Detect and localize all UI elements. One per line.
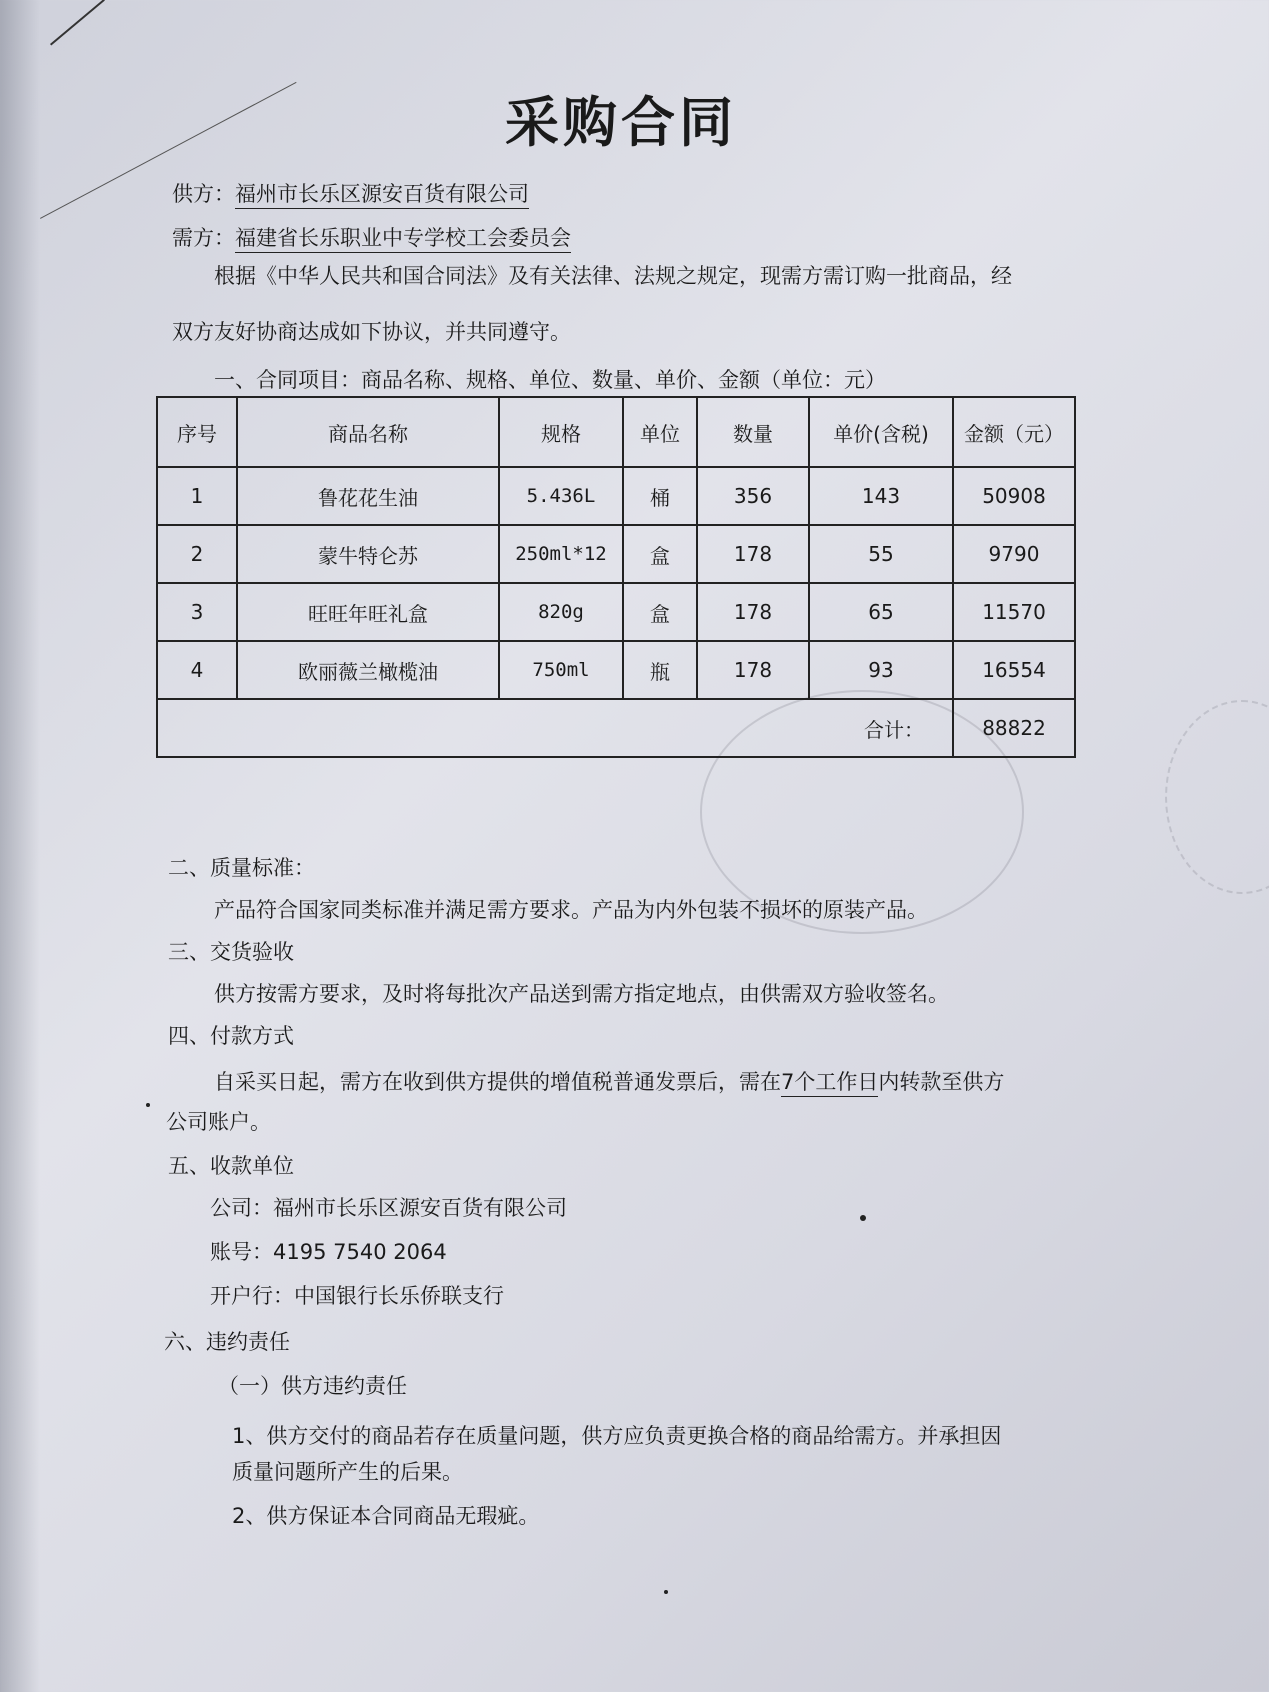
buyer-line xyxy=(172,222,571,252)
col-header-price: 单价(含税) xyxy=(809,397,953,467)
cell-spec: 750ml xyxy=(499,641,623,699)
cell-name: 鲁花花生油 xyxy=(237,467,499,525)
cell-amount: 16554 xyxy=(953,641,1075,699)
delivery-text: 供方按需方要求，及时将每批次产品送到需方指定地点，由供需双方验收签名。 xyxy=(214,982,949,1006)
breach-heading: 六、违约责任 xyxy=(164,1330,290,1354)
items-table xyxy=(156,396,1076,758)
cell-index: 3 xyxy=(157,583,237,641)
table-row xyxy=(157,641,1075,699)
cell-amount: 9790 xyxy=(953,525,1075,583)
table-row xyxy=(157,467,1075,525)
bleed-through-seal-edge xyxy=(1165,700,1269,894)
col-header-spec: 规格 xyxy=(499,397,623,467)
payment-line-2: 公司账户。 xyxy=(166,1110,271,1134)
total-label: 合计： xyxy=(157,699,953,757)
table-row xyxy=(157,525,1075,583)
payment-heading: 四、付款方式 xyxy=(168,1024,294,1048)
section1-heading: 一、合同项目：商品名称、规格、单位、数量、单价、金额（单位：元） xyxy=(214,368,886,392)
cell-index: 4 xyxy=(157,641,237,699)
cell-price: 55 xyxy=(809,525,953,583)
breach-clause-1-cont: 质量问题所产生的后果。 xyxy=(232,1460,463,1484)
payment-days: 7个工作日 xyxy=(781,1070,878,1097)
payment-text-pre: 自采买日起，需方在收到供方提供的增值税普通发票后，需在 xyxy=(214,1070,781,1094)
supplier-label: 供方： xyxy=(172,182,235,206)
col-header-amount: 金额（元） xyxy=(953,397,1075,467)
cell-name: 蒙牛特仑苏 xyxy=(237,525,499,583)
supplier-line xyxy=(172,178,529,208)
cell-unit: 盒 xyxy=(623,583,697,641)
cell-spec: 5.436L xyxy=(499,467,623,525)
cell-qty: 178 xyxy=(697,641,809,699)
payee-account: 账号：4195 7540 2064 xyxy=(210,1240,447,1264)
col-header-qty: 数量 xyxy=(697,397,809,467)
intro-line-2: 双方友好协商达成如下协议，并共同遵守。 xyxy=(172,320,571,344)
cell-index: 1 xyxy=(157,467,237,525)
quality-text: 产品符合国家同类标准并满足需方要求。产品为内外包装不损坏的原装产品。 xyxy=(214,898,928,922)
breach-clause-2: 2、供方保证本合同商品无瑕疵。 xyxy=(232,1504,540,1528)
col-header-name: 商品名称 xyxy=(237,397,499,467)
total-value: 88822 xyxy=(953,699,1075,757)
table-row xyxy=(157,583,1075,641)
cell-amount: 50908 xyxy=(953,467,1075,525)
cell-price: 65 xyxy=(809,583,953,641)
table-total-row xyxy=(157,699,1075,757)
paper-speck xyxy=(146,1103,150,1107)
cell-unit: 盒 xyxy=(623,525,697,583)
paper-speck xyxy=(664,1590,668,1594)
cell-unit: 瓶 xyxy=(623,641,697,699)
cell-spec: 250ml*12 xyxy=(499,525,623,583)
cell-name: 欧丽薇兰橄榄油 xyxy=(237,641,499,699)
cell-qty: 356 xyxy=(697,467,809,525)
payee-company: 公司：福州市长乐区源安百货有限公司 xyxy=(210,1196,567,1220)
cell-price: 93 xyxy=(809,641,953,699)
breach-clause-1: 1、供方交付的商品若存在质量问题，供方应负责更换合格的商品给需方。并承担因 xyxy=(232,1424,1002,1448)
cell-qty: 178 xyxy=(697,583,809,641)
payment-text-post: 内转款至供方 xyxy=(878,1070,1005,1094)
payment-line-1 xyxy=(214,1066,1004,1096)
col-header-unit: 单位 xyxy=(623,397,697,467)
cell-unit: 桶 xyxy=(623,467,697,525)
scan-mark xyxy=(50,0,105,46)
cell-price: 143 xyxy=(809,467,953,525)
quality-heading: 二、质量标准： xyxy=(168,856,315,880)
cell-qty: 178 xyxy=(697,525,809,583)
contract-title: 采购合同 xyxy=(505,91,737,154)
cell-amount: 11570 xyxy=(953,583,1075,641)
col-header-index: 序号 xyxy=(157,397,237,467)
delivery-heading: 三、交货验收 xyxy=(168,940,294,964)
buyer-label: 需方： xyxy=(172,226,235,250)
cell-spec: 820g xyxy=(499,583,623,641)
intro-line-1: 根据《中华人民共和国合同法》及有关法律、法规之规定，现需方需订购一批商品，经 xyxy=(214,264,1012,288)
buyer-name: 福建省长乐职业中专学校工会委员会 xyxy=(235,226,571,253)
table-header-row xyxy=(157,397,1075,467)
page-shadow xyxy=(0,0,40,1692)
payee-heading: 五、收款单位 xyxy=(168,1154,294,1178)
cell-name: 旺旺年旺礼盒 xyxy=(237,583,499,641)
supplier-name: 福州市长乐区源安百货有限公司 xyxy=(235,182,529,209)
breach-subheading: （一）供方违约责任 xyxy=(218,1374,407,1398)
payee-bank: 开户行：中国银行长乐侨联支行 xyxy=(210,1284,504,1308)
paper-speck xyxy=(860,1215,866,1221)
cell-index: 2 xyxy=(157,525,237,583)
